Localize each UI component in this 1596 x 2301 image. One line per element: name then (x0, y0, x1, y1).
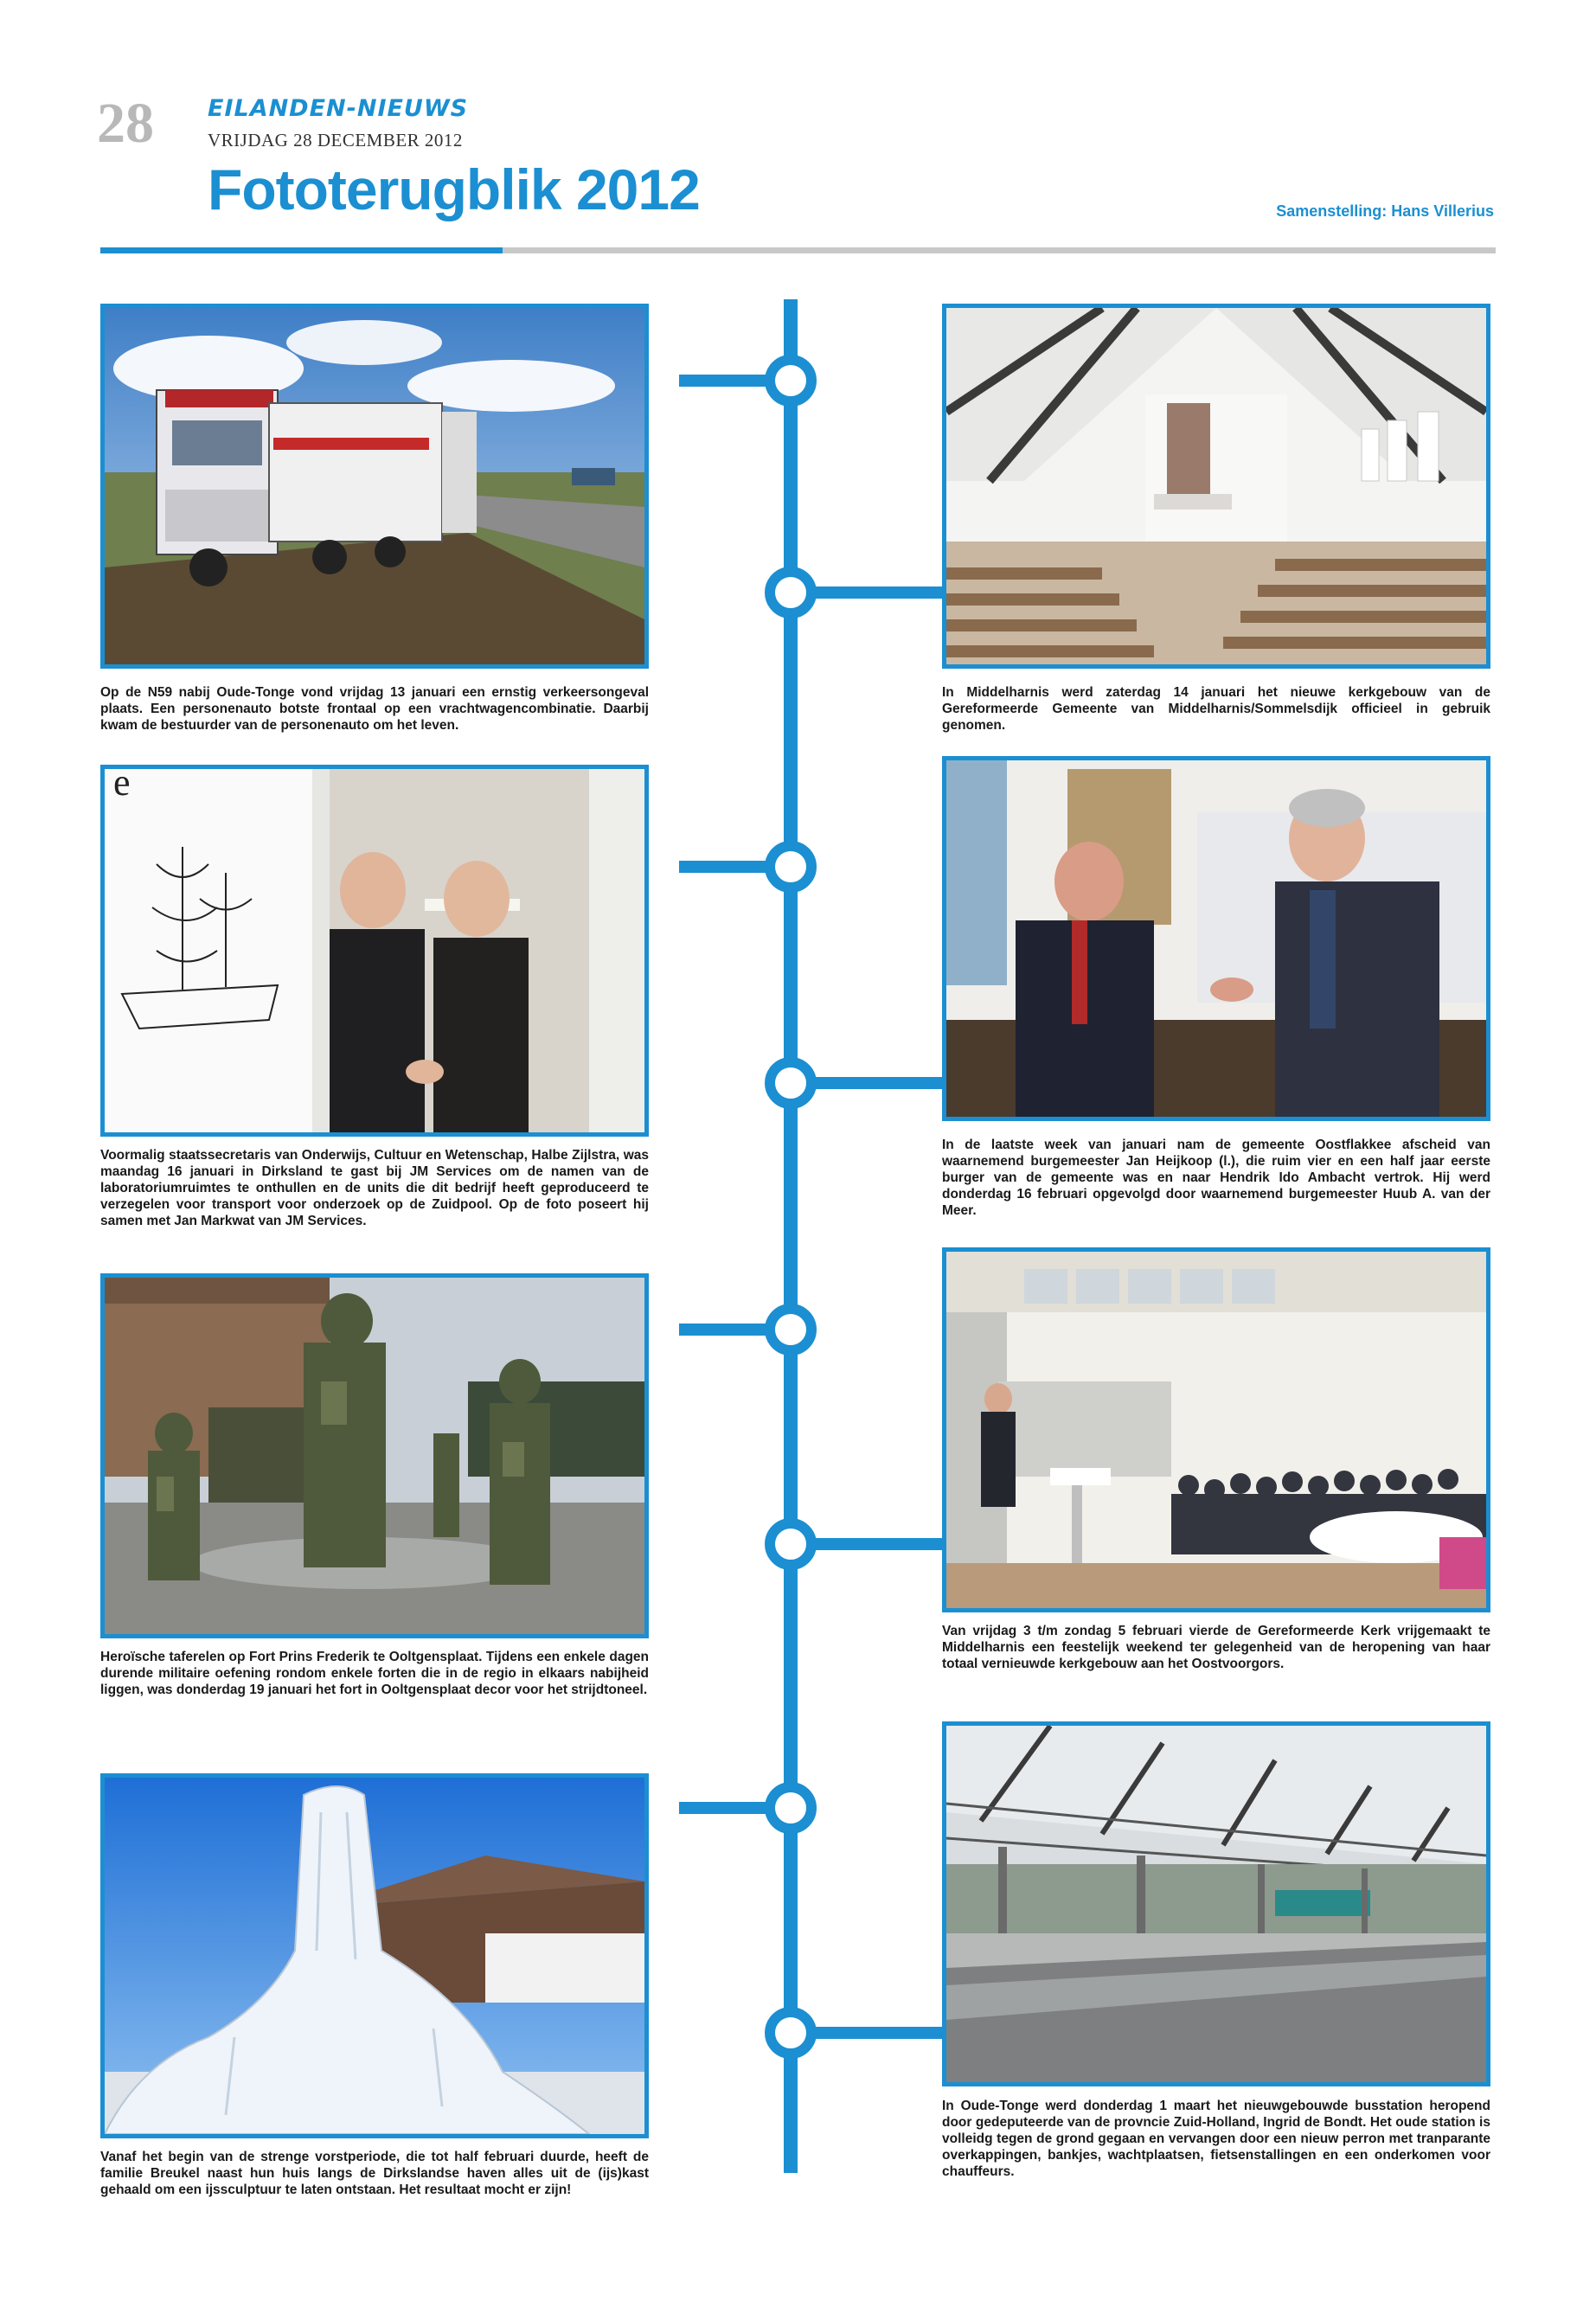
photo-new-church (942, 304, 1490, 669)
caption-church-reopening: Van vrijdag 3 t/m zondag 5 februari vierde de Gereformeerde Kerk vrijgemaakt te Middelharnis een feestelijk weekend ter gelegenheid van de heropening van haar totaal vernieuwde kerkgebouw aan het Oostvoorgors. (942, 1624, 1490, 1671)
photo-zijlstra-jm-services (100, 765, 649, 1137)
svg-text:e: e (113, 769, 131, 804)
caption-ice-sculpture: Vanaf het begin van de strenge vorstperiode, die tot half februari duurde, heeft de familie Breukel naast hun huis langs de Dirkslandse haven alles uit de (ijs)kast gehaald om een ijssculptuur te laten ontstaan. Het resultaat mocht er zijn! (100, 2150, 649, 2197)
caption-truck-crash: Op de N59 nabij Oude-Tonge vond vrijdag 13 januari een ernstig verkeersongeval plaats. Een personenauto botste frontaal op een vrachtwagencombinatie. Daarbij kwam de bestuurder van de personenauto om het leven. (100, 685, 649, 733)
page-title: Fototerugblik 2012 (208, 157, 700, 221)
masthead-logo: EILANDEN-NIEUWS (208, 95, 469, 122)
compiled-by-credit: Samenstelling: Hans Villerius (1276, 202, 1494, 220)
caption-military-exercise: Heroïsche taferelen op Fort Prins Frederik te Ooltgensplaat. Tijdens een enkele dagen durende militaire oefening rondom enkele forten die in de regio in elkaars nabijheid liggen, was donderdag 19 januari het fort in Ooltgensplaat decor voor het strijdtoneel. (100, 1650, 649, 1697)
photo-bus-station (942, 1721, 1490, 2086)
photo-church-reopening (942, 1247, 1490, 1612)
photo-mayor-farewell (942, 756, 1490, 1121)
photo-truck-crash (100, 304, 649, 669)
caption-zijlstra-jm-services: Voormalig staatssecretaris van Onderwijs, Cultuur en Wetenschap, Halbe Zijlstra, was maandag 16 januari in Dirksland te gast bij JM Services om de namen van de laboratoriumruimtes te onthullen en de units die dit bedrijf heeft geproduceerd te verzegelen voor transport voor onderzoek op de Zuidpool. Op de foto poseert hij samen met Jan Markwat van JM Services. (100, 1148, 649, 1228)
header-rule-accent (100, 247, 503, 253)
caption-bus-station: In Oude-Tonge werd donderdag 1 maart het nieuwgebouwde busstation heropend door gedeputeerde van de provncie Zuid-Holland, Ingrid de Bondt. Het oude station is volleidg tegen de grond gegaan en vervangen door een nieuw perron met tranparante overkappingen, bankjes, wachtplaatsen, fietsenstallingen en een onderkomen voor chauffeurs. (942, 2099, 1490, 2179)
issue-date: VRIJDAG 28 DECEMBER 2012 (208, 130, 463, 151)
photo-ice-sculpture (100, 1773, 649, 2138)
page-number: 28 (97, 92, 154, 155)
caption-new-church: In Middelharnis werd zaterdag 14 januari het nieuwe kerkgebouw van de Gereformeerde Gemeente van Middelharnis/Sommelsdijk officieel in gebruik genomen. (942, 685, 1490, 733)
caption-mayor-farewell: In de laatste week van januari nam de gemeente Oostflakkee afscheid van waarnemend burgemeester Jan Heijkoop (l.), die ruim vier en een half jaar eerste burger van de gemeente was en naar Hendrik Ido Ambacht vertrok. Hij werd donderdag 16 februari opgevolgd door waarnemend burgemeester Huub A. van der Meer. (942, 1138, 1490, 1218)
photo-military-exercise (100, 1273, 649, 1638)
